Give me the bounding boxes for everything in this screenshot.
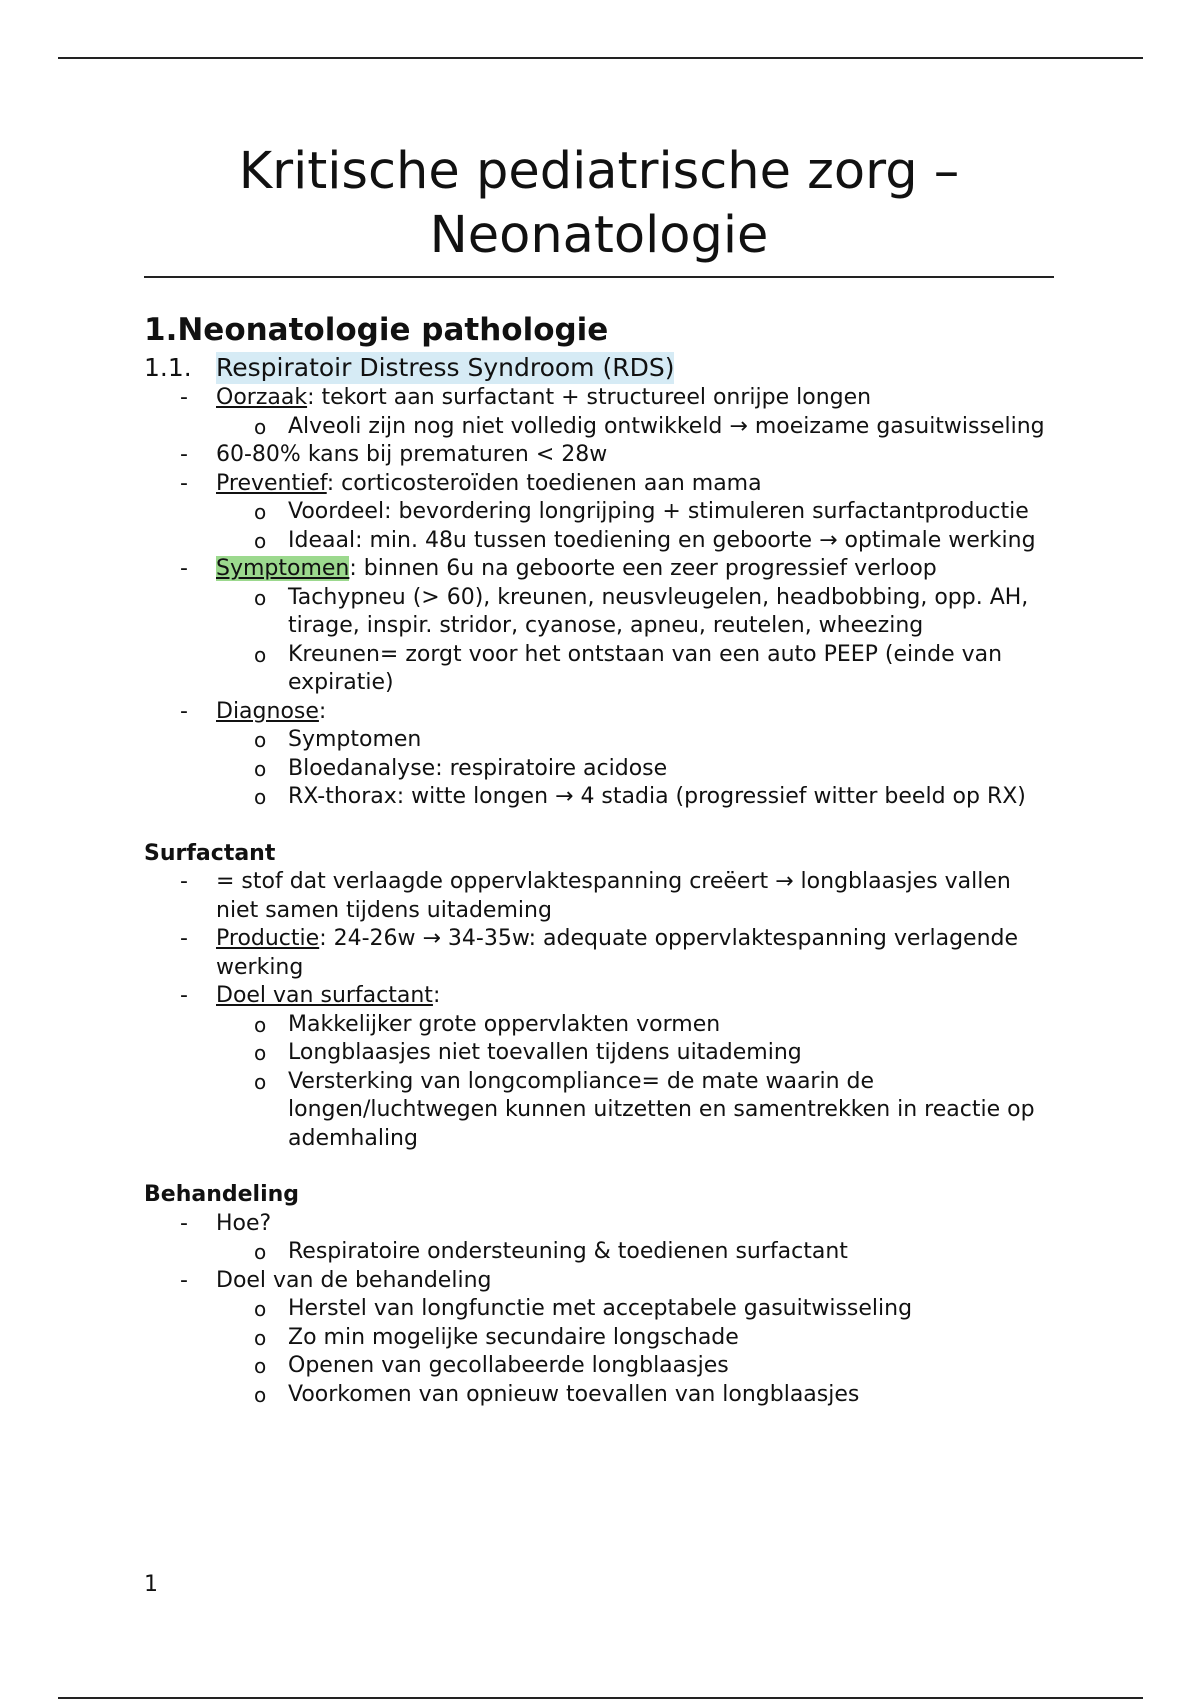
bullet-marker: o <box>254 1297 267 1321</box>
document-title <box>144 140 1054 278</box>
diagnose-label: Diagnose <box>216 698 319 724</box>
list-item: - Doel van de behandeling o Herstel van longfunctie met acceptabele gasuitwisseling o Zo min mogelijke secundaire longschade o Openen van gecollabeerde longblaasjes o Voorkomen van opnieuw toevallen van longblaasjes <box>144 1267 1054 1410</box>
bullet-marker: o <box>254 414 267 439</box>
list-item: o Makkelijker grote oppervlakten vormen <box>144 1011 1054 1040</box>
bullet-marker: o <box>254 500 267 524</box>
bullet-marker: o <box>254 1382 267 1407</box>
list-item: - Hoe? o Respiratoire ondersteuning & toedienen surfactant <box>144 1210 1054 1267</box>
bullet-marker: o <box>254 1069 267 1094</box>
bullet-marker: - <box>180 869 188 894</box>
bullet-marker: o <box>254 1354 267 1378</box>
header-rule <box>58 57 1143 59</box>
list-item: o Symptomen <box>144 726 1054 755</box>
list-item: - 60-80% kans bij prematuren < 28w <box>144 441 1054 470</box>
rds-list <box>144 384 1054 812</box>
preventief-label: Preventief <box>216 470 327 496</box>
list-item: o Openen van gecollabeerde longblaasjes <box>144 1352 1054 1381</box>
title-line-1: Kritische pediatrische zorg – <box>238 142 960 201</box>
bullet-marker: - <box>180 470 188 496</box>
oorzaak-label: Oorzaak <box>216 385 308 410</box>
title-line-2: Neonatologie <box>429 206 769 265</box>
doel-surfactant-label: Doel van surfactant <box>216 983 433 1008</box>
list-item: o Respiratoire ondersteuning & toedienen surfactant <box>144 1238 1054 1267</box>
bullet-marker: o <box>254 585 267 610</box>
list-item: o Kreunen= zorgt voor het ontstaan van een auto PEEP (einde van expiratie) <box>254 641 1003 695</box>
footer-rule <box>58 1697 1143 1699</box>
heading-2-text: Respiratoir Distress Syndroom (RDS) <box>216 353 675 382</box>
bullet-marker: o <box>254 728 267 752</box>
heading-1: 1.Neonatologie pathologie <box>144 312 609 348</box>
list-item: - = stof dat verlaagde oppervlaktespanning creëert → longblaasjes vallen niet samen tijdens uitademing <box>180 869 1011 923</box>
bullet-marker: - <box>180 385 188 410</box>
bullet-marker: o <box>254 785 267 809</box>
surfactant-list <box>144 868 1054 1153</box>
bullet-marker: - <box>180 926 188 951</box>
bullet-marker: - <box>180 1267 188 1293</box>
bullet-marker: - <box>180 1210 188 1236</box>
list-item: o Voordeel: bevordering longrijping + stimuleren surfactantproductie <box>144 498 1054 527</box>
bullet-marker: o <box>254 1041 267 1065</box>
list-item: - Productie: 24-26w → 34-35w: adequate oppervlaktespanning verlagende werking <box>180 926 1019 980</box>
bullet-marker: o <box>254 642 267 667</box>
list-item: o Tachypneu (> 60), kreunen, neusvleugelen, headbobbing, opp. AH, tirage, inspir. stridor, cyanose, apneu, reutelen, wheezing <box>254 584 1029 638</box>
productie-label: Productie <box>216 926 320 951</box>
bullet-marker: o <box>254 756 267 781</box>
list-item: o Alveoli zijn nog niet volledig ontwikkeld → moeizame gasuitwisseling <box>144 413 1054 442</box>
list-item: o Zo min mogelijke secundaire longschade <box>144 1324 1054 1353</box>
bullet-marker: - <box>180 442 188 467</box>
list-item: - Preventief: corticosteroïden toedienen aan mama o Voordeel: bevordering longrijping + stimuleren surfactantproductie o Ideaal: min. 48u tussen toediening en geboorte → optimale werking <box>144 470 1054 556</box>
bullet-marker: o <box>254 1325 267 1350</box>
bullet-marker: o <box>254 1012 267 1037</box>
list-item: o Herstel van longfunctie met acceptabele gasuitwisseling <box>144 1295 1054 1324</box>
bullet-marker: o <box>254 1240 267 1264</box>
surfactant-heading: Surfactant <box>144 840 276 866</box>
list-item: - Diagnose: o Symptomen o Bloedanalyse: respiratoire acidose o RX-thorax: witte longen → 4 stadia (progressief witter beeld op RX) <box>144 698 1054 812</box>
page-number: 1 <box>144 1572 158 1597</box>
behandeling-heading: Behandeling <box>144 1182 300 1207</box>
list-item: o Longblaasjes niet toevallen tijdens uitademing <box>144 1039 1054 1068</box>
list-item: - Oorzaak: tekort aan surfactant + structureel onrijpe longen o Alveoli zijn nog niet volledig ontwikkeld → moeizame gasuitwisseling <box>144 384 1054 441</box>
list-item: o Bloedanalyse: respiratoire acidose <box>144 755 1054 784</box>
list-item: o Ideaal: min. 48u tussen toediening en geboorte → optimale werking <box>144 527 1054 556</box>
heading-2 <box>144 352 1054 384</box>
bullet-marker: o <box>254 528 267 553</box>
list-item: o RX-thorax: witte longen → 4 stadia (progressief witter beeld op RX) <box>144 783 1054 812</box>
bullet-marker: - <box>180 983 188 1008</box>
heading-2-number: 1.1. <box>144 353 192 382</box>
list-item: - Doel van surfactant: o Makkelijker grote oppervlakten vormen o Longblaasjes niet toevallen tijdens uitademing o Versterking van longcompliance= de mate waarin de longen/luchtwegen kunnen uitzetten en samentrekken in reactie op ademhaling <box>144 982 1054 1153</box>
list-item: o Voorkomen van opnieuw toevallen van longblaasjes <box>144 1381 1054 1410</box>
list-item: - Symptomen: binnen 6u na geboorte een zeer progressief verloop o Tachypneu (> 60), kreunen, neusvleugelen, headbobbing, opp. AH, tirage, inspir. stridor, cyanose, apneu, reutelen, wheezing o Kreunen= zorgt voor het ontstaan van een auto PEEP (einde van expiratie) <box>144 555 1054 698</box>
behandeling-list <box>144 1210 1054 1410</box>
list-item: o Versterking van longcompliance= de mate waarin de longen/luchtwegen kunnen uitzetten en samentrekken in reactie op ademhaling <box>254 1068 1035 1151</box>
bullet-marker: - <box>180 556 188 581</box>
symptomen-label: Symptomen <box>216 556 350 581</box>
document-body <box>144 140 1054 1409</box>
bullet-marker: - <box>180 698 188 724</box>
